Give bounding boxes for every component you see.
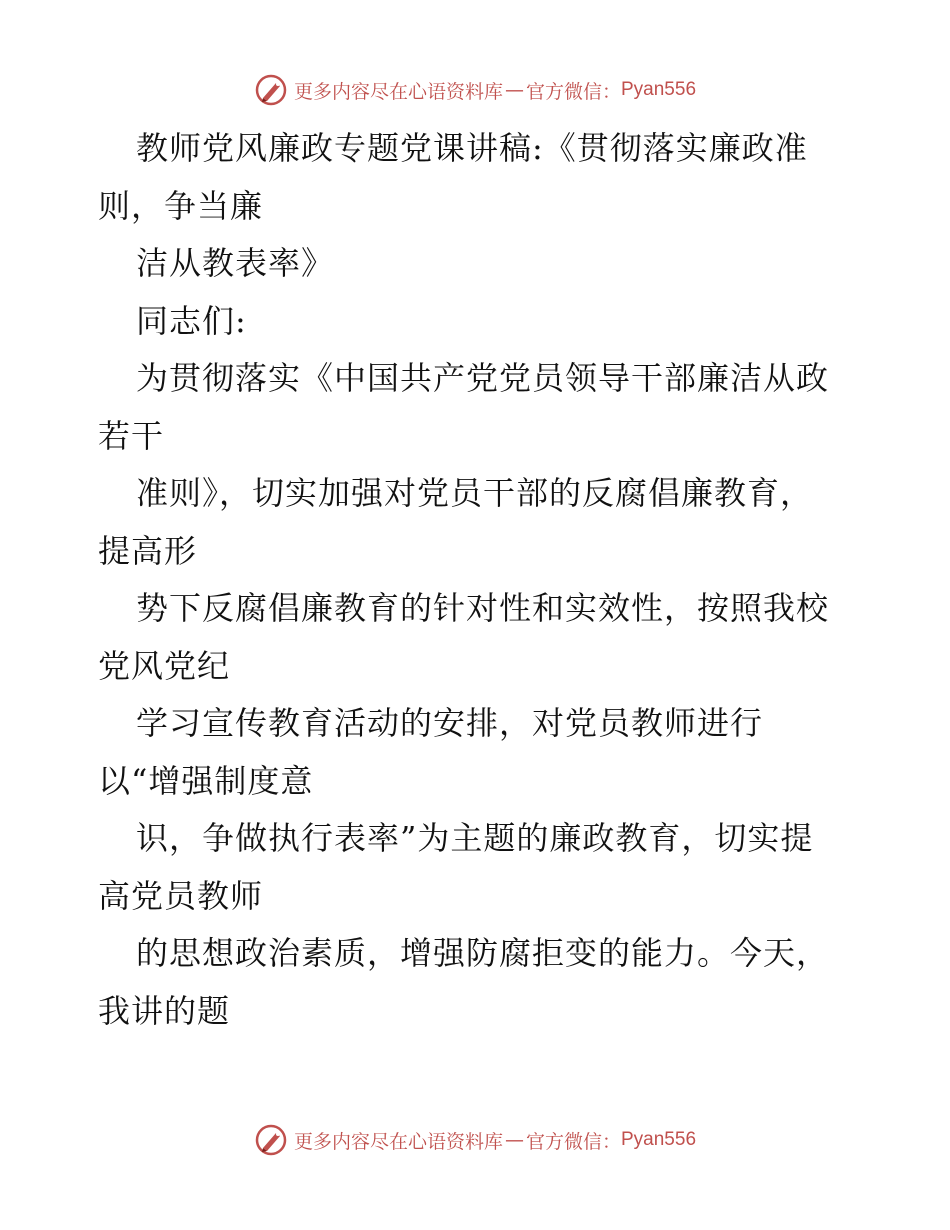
document-body bbox=[98, 120, 898, 1040]
document-line: 为贯彻落实《中国共产党党员领导干部廉洁从政 bbox=[136, 359, 830, 397]
document-line: 准则》，切实加强对党员干部的反腐倡廉教育， bbox=[136, 474, 814, 512]
footer-watermark bbox=[0, 1120, 950, 1160]
document-line: 的思想政治素质，增强防腐拒变的能力。今天， bbox=[136, 934, 830, 972]
header-watermark bbox=[0, 70, 950, 110]
watermark-dash: — bbox=[504, 79, 524, 101]
document-line: 则，争当廉 bbox=[98, 186, 264, 225]
watermark-wechat-label: 官方微信： bbox=[525, 80, 621, 103]
watermark-site-text: 更多内容尽在心语资料库 bbox=[293, 80, 503, 103]
pen-circle-logo-icon bbox=[254, 73, 288, 107]
document-line: 洁从教表率》 bbox=[136, 244, 335, 282]
watermark-wechat-label: 官方微信： bbox=[525, 1130, 621, 1153]
document-line: 同志们: bbox=[136, 301, 247, 340]
document-line: 以“增强制度意 bbox=[98, 761, 314, 800]
document-line: 若干 bbox=[98, 416, 165, 455]
document-line: 党风党纪 bbox=[98, 646, 231, 685]
document-line: 高党员教师 bbox=[98, 876, 264, 915]
watermark-dash: — bbox=[504, 1129, 524, 1151]
document-line: 学习宣传教育活动的安排，对党员教师进行 bbox=[136, 704, 764, 742]
document-line: 提高形 bbox=[98, 531, 198, 570]
document-line: 我讲的题 bbox=[98, 991, 231, 1030]
watermark-wechat-id: Pyan556 bbox=[621, 1129, 697, 1150]
watermark-site-text: 更多内容尽在心语资料库 bbox=[293, 1130, 503, 1153]
document-line: 教师党风廉政专题党课讲稿:《贯彻落实廉政准 bbox=[136, 129, 808, 167]
watermark-wechat-id: Pyan556 bbox=[621, 79, 697, 100]
document-line: 势下反腐倡廉教育的针对性和实效性，按照我校 bbox=[136, 589, 830, 627]
pen-circle-logo-icon bbox=[254, 1123, 288, 1157]
document-line: 识，争做执行表率”为主题的廉政教育，切实提 bbox=[136, 819, 814, 857]
